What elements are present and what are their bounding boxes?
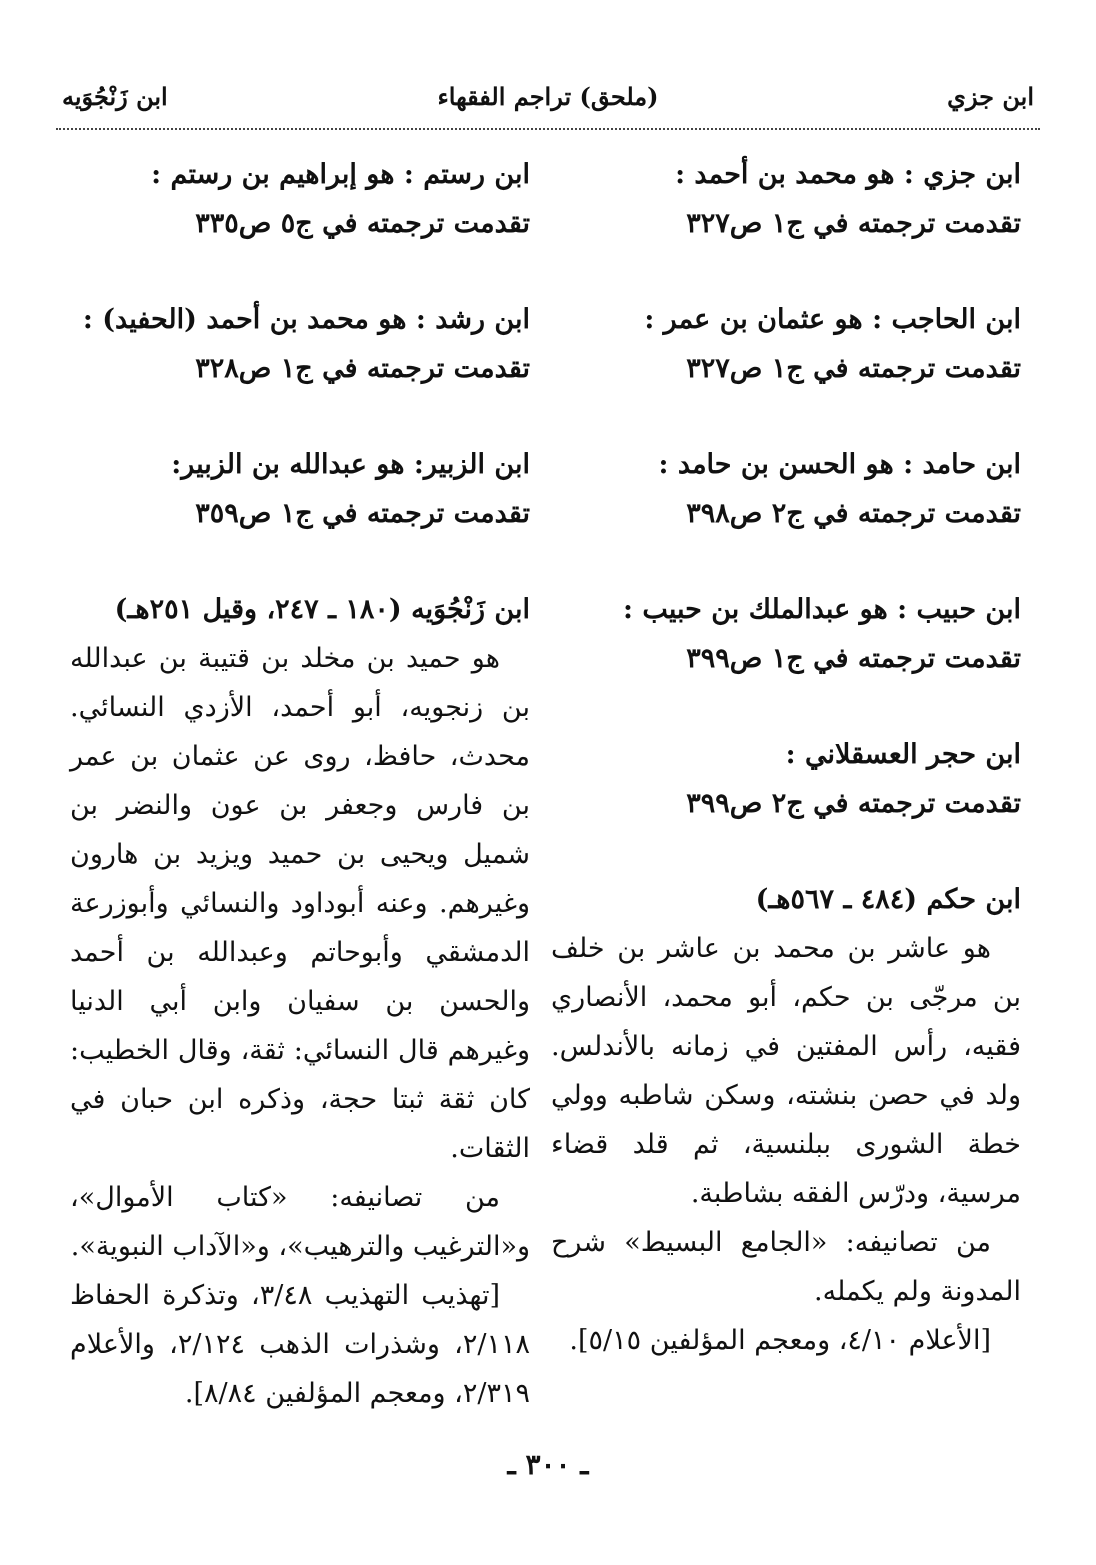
entry-reference: تقدمت ترجمته في ج٢ ص٣٩٩ [686, 788, 1021, 819]
entry-ibn-hakam [551, 875, 1021, 1365]
header-center: (ملحق) تراجم الفقهاء [437, 82, 659, 111]
entry-ibn-zanjawayh [70, 585, 530, 1418]
entry-ibn-hajar [551, 730, 1021, 828]
entry-reference: تقدمت ترجمته في ج١ ص٣٥٩ [195, 498, 530, 529]
entry-reference: تقدمت ترجمته في ج١ ص٣٢٧ [686, 353, 1021, 384]
entry-title: ابن الحاجب : هو عثمان بن عمر : [644, 304, 1021, 335]
entry-biography: هو حميد بن مخلد بن قتيبة بن عبدالله بن زنجويه، أبو أحمد، الأزدي النسائي. محدث، حافظ، روى عن عثمان بن عمر بن فارس وجعفر بن عون والنضر بن شميل ويحيى بن حميد ويزيد بن هارون وغيرهم. وعنه أبوداود والنسائي وأبوزرعة الدمشقي وأبوحاتم وعبدالله بن أحمد والحسن بن سفيان وابن أبي الدنيا وغيرهم قال النسائي: ثقة، وقال الخطيب: كان ثقة ثبتا حجة، وذكره ابن حبان في الثقات. [70, 643, 530, 1164]
entry-title: ابن حجر العسقلاني : [785, 739, 1021, 770]
entry-reference: تقدمت ترجمته في ج١ ص٣٢٨ [195, 353, 530, 384]
page-number: ـ ٣٠٠ ـ [507, 1448, 589, 1481]
entry-works: من تصانيفه: «الجامع البسيط» شرح المدونة ولم يكمله. [551, 1227, 1021, 1307]
right-column [551, 150, 1021, 1412]
entry-title: ابن حبيب : هو عبدالملك بن حبيب : [622, 594, 1021, 625]
running-header [62, 82, 1034, 122]
entry-title: ابن الزبير: هو عبدالله بن الزبير: [171, 449, 530, 480]
header-left: ابن زَنْجُوَيه [62, 82, 168, 111]
entry-sources: [تهذيب التهذيب ٣/٤٨، وتذكرة الحفاظ ٢/١١٨، وشذرات الذهب ٢/١٢٤، والأعلام ٢/٣١٩، ومعجم المؤلفين ٨/٨٤]. [70, 1280, 530, 1409]
entry-title: ابن جزي : هو محمد بن أحمد : [675, 159, 1021, 190]
header-right: ابن جزي [947, 82, 1034, 111]
entry-title: ابن زَنْجُوَيه (١٨٠ ـ ٢٤٧، وقيل ٢٥١هـ) [114, 594, 530, 625]
entry-ibn-habib [551, 585, 1021, 683]
entry-reference: تقدمت ترجمته في ج١ ص٣٢٧ [686, 208, 1021, 239]
header-divider [56, 128, 1040, 130]
entry-biography: هو عاشر بن محمد بن عاشر بن خلف بن مرجّى بن حكم، أبو محمد، الأنصاري فقيه، رأس المفتين في زمانه بالأندلس. ولد في حصن بنشته، وسكن شاطبه وولي خطة الشورى ببلنسية، ثم قلد قضاء مرسية، ودرّس الفقه بشاطبة. [551, 933, 1021, 1209]
entry-sources: [الأعلام ٤/١٠، ومعجم المؤلفين ٥/١٥]. [569, 1325, 991, 1356]
entry-ibn-jazzi [551, 150, 1021, 248]
entry-title: ابن حامد : هو الحسن بن حامد : [658, 449, 1021, 480]
entry-reference: تقدمت ترجمته في ج٢ ص٣٩٨ [686, 498, 1021, 529]
entry-title: ابن رستم : هو إبراهيم بن رستم : [151, 159, 530, 190]
left-column [70, 150, 530, 1465]
entry-ibn-hamid [551, 440, 1021, 538]
entry-ibn-hajib [551, 295, 1021, 393]
entry-reference: تقدمت ترجمته في ج٥ ص٣٣٥ [195, 208, 530, 239]
entry-reference: تقدمت ترجمته في ج١ ص٣٩٩ [686, 643, 1021, 674]
entry-works: من تصانيفه: «كتاب الأموال»، و«الترغيب والترهيب»، و«الآداب النبوية». [70, 1182, 530, 1262]
entry-title: ابن رشد : هو محمد بن أحمد (الحفيد) : [82, 304, 530, 335]
entry-ibn-rushd [70, 295, 530, 393]
entry-ibn-zubayr [70, 440, 530, 538]
entry-ibn-rustam [70, 150, 530, 248]
entry-title: ابن حكم (٤٨٤ ـ ٥٦٧هـ) [755, 884, 1021, 915]
